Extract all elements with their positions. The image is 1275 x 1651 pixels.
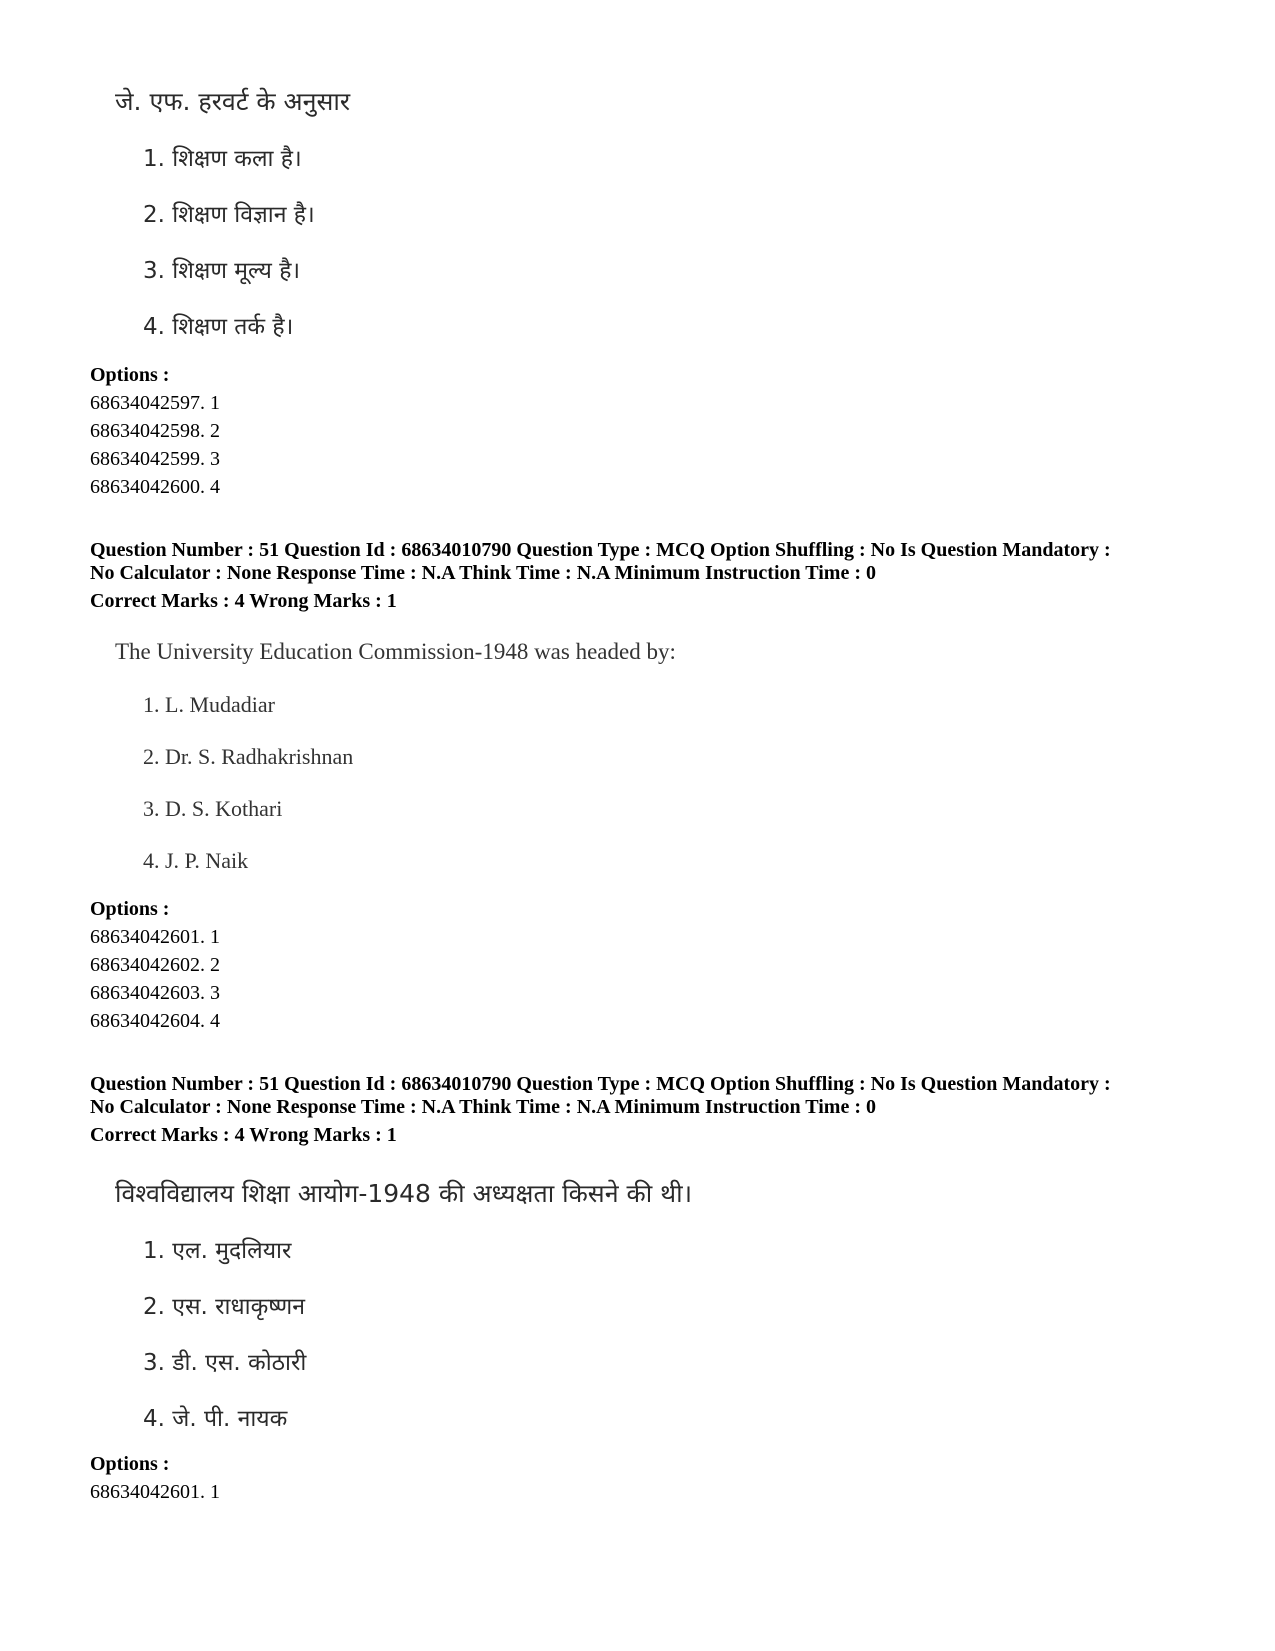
stem-option-2: 2. Dr. S. Radhakrishnan [143, 744, 354, 769]
option-line: 68634042599. 3 [90, 448, 220, 470]
option-line: 68634042600. 4 [90, 476, 220, 498]
option-line: 68634042602. 2 [90, 954, 220, 976]
stem-option-3: 3. शिक्षण मूल्य है। [143, 258, 301, 284]
stem-option-4: 4. जे. पी. नायक [143, 1406, 288, 1432]
stem-option-3: 3. डी. एस. कोठारी [143, 1350, 307, 1376]
question-stem-title: The University Education Commission-1948 was headed by: [115, 639, 676, 664]
marks-line: Correct Marks : 4 Wrong Marks : 1 [90, 590, 397, 612]
stem-option-3: 3. D. S. Kothari [143, 796, 283, 821]
option-line: 68634042603. 3 [90, 982, 220, 1004]
stem-option-1: 1. एल. मुदलियार [143, 1238, 292, 1264]
question-meta-line: No Calculator : None Response Time : N.A Think Time : N.A Minimum Instruction Time : 0 [90, 1096, 876, 1118]
question-meta-line: No Calculator : None Response Time : N.A Think Time : N.A Minimum Instruction Time : 0 [90, 562, 876, 584]
options-heading: Options : [90, 1453, 170, 1475]
stem-option-2: 2. एस. राधाकृष्णन [143, 1294, 306, 1320]
question-meta-line: Question Number : 51 Question Id : 68634010790 Question Type : MCQ Option Shuffling : No Is Question Mandatory : [90, 539, 1111, 561]
options-heading: Options : [90, 898, 170, 920]
option-line: 68634042601. 1 [90, 926, 220, 948]
stem-option-4: 4. शिक्षण तर्क है। [143, 314, 294, 340]
stem-option-1: 1. शिक्षण कला है। [143, 146, 302, 172]
question-meta-line: Question Number : 51 Question Id : 68634010790 Question Type : MCQ Option Shuffling : No Is Question Mandatory : [90, 1073, 1111, 1095]
option-line: 68634042597. 1 [90, 392, 220, 414]
option-line: 68634042601. 1 [90, 1481, 220, 1503]
option-line: 68634042598. 2 [90, 420, 220, 442]
stem-option-2: 2. शिक्षण विज्ञान है। [143, 202, 315, 228]
question-stem-title: विश्वविद्यालय शिक्षा आयोग-1948 की अध्यक्षता किसने की थी। [115, 1179, 693, 1208]
question-stem-title: जे. एफ. हरवर्ट के अनुसार [115, 87, 351, 116]
options-heading: Options : [90, 364, 170, 386]
stem-option-1: 1. L. Mudadiar [143, 692, 275, 717]
stem-option-4: 4. J. P. Naik [143, 848, 249, 873]
option-line: 68634042604. 4 [90, 1010, 220, 1032]
marks-line: Correct Marks : 4 Wrong Marks : 1 [90, 1124, 397, 1146]
